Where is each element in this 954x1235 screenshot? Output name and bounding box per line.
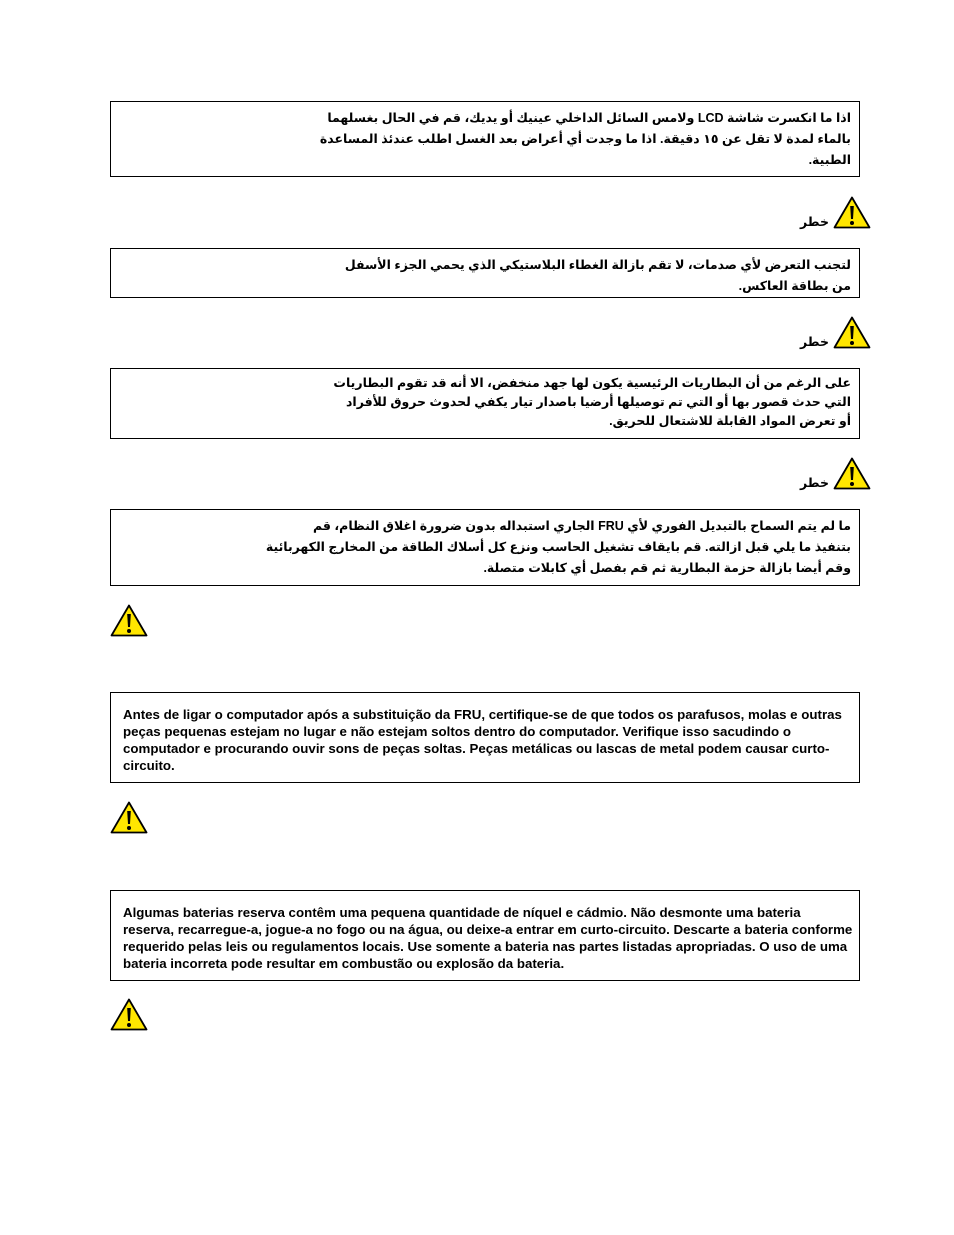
notice-line: ما لم يتم السماح بالتبديل الفوري لأي FRU الجاري استبداله بدون ضرورة اغلاق النظام، قم [312,519,851,533]
danger-heading [800,196,871,229]
danger-heading [800,457,871,490]
warning-triangle-icon [110,604,148,637]
notice-line: أو تعرض المواد القابلة للاشتعال للحريق. [609,414,851,428]
warning-triangle-icon [110,998,148,1031]
danger-label: خطر [800,215,829,229]
danger-heading [800,316,871,349]
warning-triangle-icon [833,196,871,229]
notice-line: التي حدث قصور بها أو التي تم توصيلها أرضيا باصدار تيار يكفي لحدوث حروق للأفراد [346,395,851,409]
notice-text: Algumas baterias reserva contêm uma pequena quantidade de níquel e cádmio. Não desmonte uma bateria reserva, recarregue-a, jogue-a no fogo ou na água, ou deixe-a entrar em curto-circuito. Descarte a bateria conforme requerido pelas leis ou regulamentos locais. Use somente a bateria nas partes listadas apropriadas. O uso de uma bateria incorreta pode resultar em combustão ou explosão da bateria. [123,905,853,971]
notice-box-lcd [110,101,860,177]
notice-line: الطبية. [808,153,851,167]
danger-label: خطر [800,335,829,349]
notice-box-inverter [110,248,860,298]
danger-label: خطر [800,476,829,490]
notice-line: وقم أيضا بازالة حزمة البطارية ثم قم بفصل أي كابلات متصلة. [483,561,851,575]
notice-box-battery-pt [110,890,860,981]
notice-line: على الرغم من أن البطاريات الرئيسية يكون لها جهد منخفض، الا أنه قد تقوم البطاريات [333,376,851,390]
notice-line: لتجنب التعرض لأي صدمات، لا تقم بازالة الغطاء البلاستيكي الذي يحمي الجزء الأسفل [344,258,851,272]
notice-box-fru [110,509,860,586]
warning-triangle-icon [110,801,148,834]
notice-line: اذا ما انكسرت شاشة LCD ولامس السائل الداخلي عينيك أو يديك، قم في الحال بغسلهما [327,111,851,125]
notice-box-batteries [110,368,860,439]
notice-box-fru-pt [110,692,860,783]
notice-line: بالماء لمدة لا تقل عن ١٥ دقيقة. اذا ما وجدت أي أعراض بعد الغسل اطلب عندئذ المساعدة [319,132,851,146]
notice-line: بتنفيذ ما يلي قبل ازالته. قم بايقاف تشغيل الحاسب ونزع كل أسلاك الطاقة من المخارج الكهربائية [265,540,851,554]
warning-triangle-icon [833,316,871,349]
warning-triangle-icon [833,457,871,490]
notice-text: Antes de ligar o computador após a substituição da FRU, certifique-se de que todos os parafusos, molas e outras peças pequenas estejam no lugar e não estejam soltos dentro do computador. Verifique isso sacudindo o computador e procurando ouvir sons de peças soltas. Peças metálicas ou lascas de metal podem causar curto-circuito. [123,707,842,773]
notice-line: من بطاقة العاكس. [738,279,851,293]
